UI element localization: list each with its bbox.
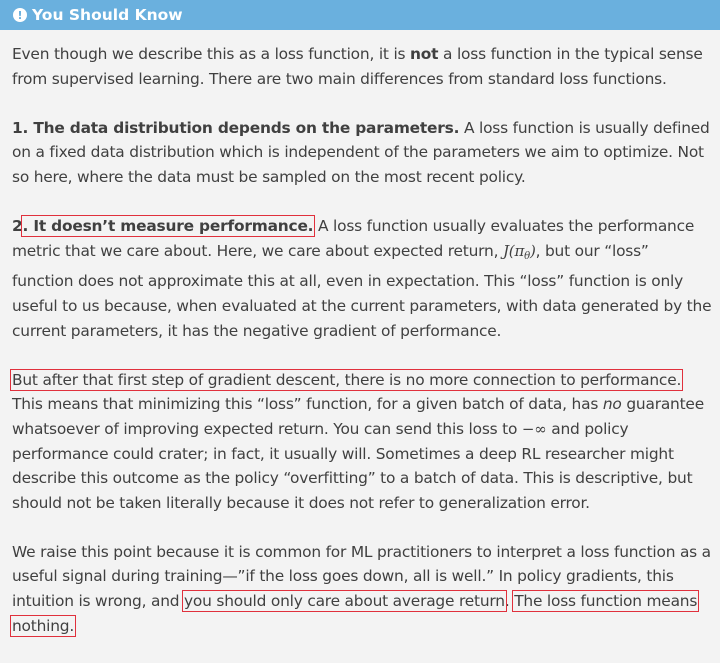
admonition-body xyxy=(12,42,712,663)
difference-2-heading-highlighted: . It doesn’t measure performance. xyxy=(22,217,314,236)
admonition-title: You Should Know xyxy=(32,6,183,24)
highlight-loss-means-nothing: The loss function means nothing. xyxy=(12,592,698,635)
paragraph-difference-2 xyxy=(12,214,712,343)
difference-2-number: 2 xyxy=(12,217,23,236)
admonition-header xyxy=(0,0,720,30)
text: Even though we describe this as a loss function, it is xyxy=(12,45,411,63)
paragraph-gradient-step xyxy=(12,368,712,516)
text: A loss function is usually defined on a fixed data distribution which is independent of the parameters we aim to optimize. Not so here, where the data must be sampled on the most recent policy. xyxy=(12,118,710,186)
paragraph-conclusion xyxy=(12,540,712,638)
difference-1-heading: 1. The data distribution depends on the parameters. xyxy=(12,118,460,137)
paragraph-intro xyxy=(12,42,712,91)
text: . xyxy=(504,592,515,611)
paragraph-difference-1 xyxy=(12,116,712,190)
emphasis-no: no xyxy=(602,395,622,414)
highlight-no-connection: But after that first step of gradient descent, there is no more connection to performance. xyxy=(12,370,682,389)
exclamation-circle-icon: ! xyxy=(13,8,27,22)
text: , but our “loss” function does not approximate this at all, even in expectation. This “loss” function is only useful to us because, when evaluated at the current parameters, with data generated by the current parameters, it has the negative gradient of performance. xyxy=(12,241,712,340)
text: and policy performance could crater; in fact, it usually will. Sometimes a deep RL researcher might describe this outcome as the policy “overfitting” to a batch of data. This is descriptive, but should not be taken literally because it does not refer to generalization error. xyxy=(12,419,693,512)
math-expected-return: $J(\pi_\theta)$ xyxy=(502,241,536,262)
math-negative-infinity: −∞ xyxy=(521,419,547,438)
text: A loss function usually evaluates the performance metric that we care about. Here, we care about expected return, xyxy=(12,217,695,260)
text: This means that minimizing this “loss” function, for a given batch of data, has xyxy=(12,395,603,414)
highlight-average-return: you should only care about average return xyxy=(184,592,505,611)
text: a loss function in the typical sense from supervised learning. There are two main differences from standard loss functions. xyxy=(12,45,703,88)
text: guarantee whatsoever of improving expected return. You can send this loss to xyxy=(12,395,704,438)
emphasis-not: not xyxy=(410,45,439,63)
text: We raise this point because it is common for ML practitioners to interpret a loss function as a useful signal during training—”if the loss goes down, all is well.” In policy gradients, this intuition is wrong, and xyxy=(12,542,711,611)
